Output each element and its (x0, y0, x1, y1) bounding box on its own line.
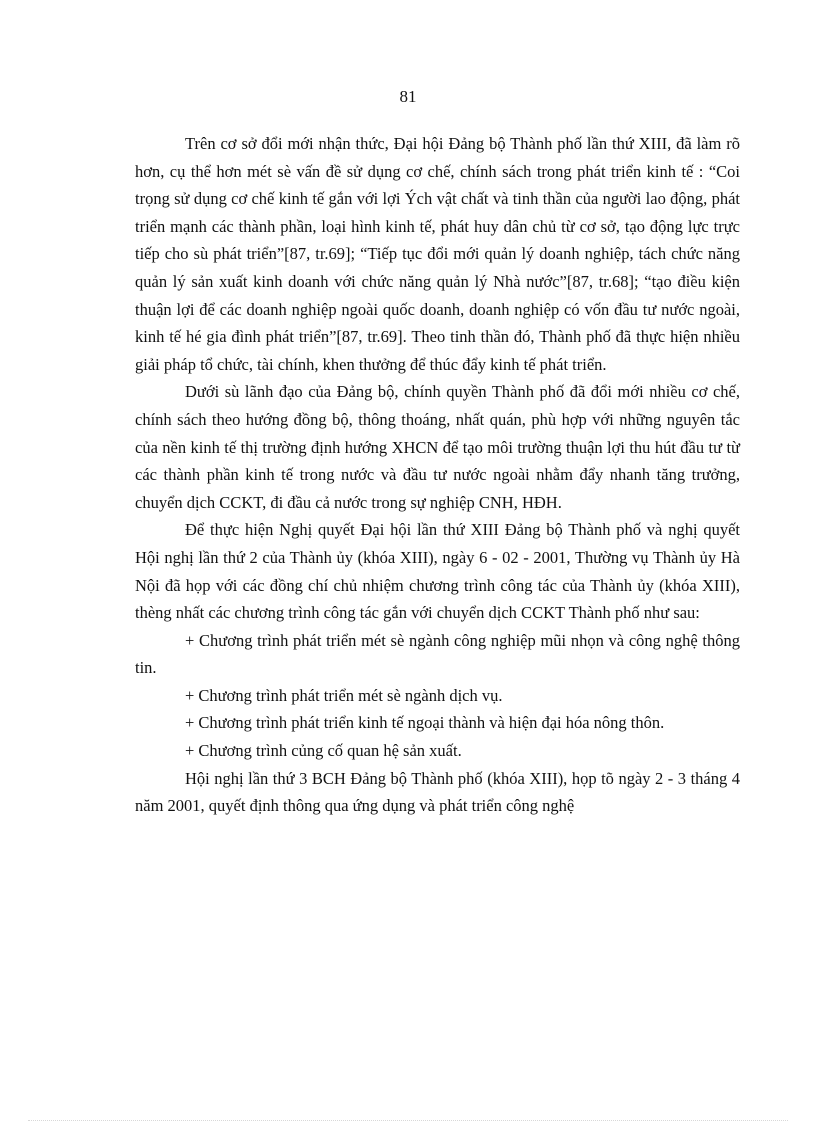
paragraph: Hội nghị lần thứ 3 BCH Đảng bộ Thành phố (khóa XIII), họp tõ ngày 2 - 3 tháng 4 năm 2001, quyết định thông qua ứng dụng và phát triển công nghệ (135, 768, 740, 816)
list-item: + Chương trình củng cố quan hệ sản xuất. (185, 741, 462, 761)
list-item: + Chương trình phát triển mét sè ngành công nghiệp mũi nhọn và công nghệ thông tin. (135, 630, 740, 678)
list-item: + Chương trình phát triển mét sè ngành dịch vụ. (185, 685, 503, 705)
body-text (135, 130, 740, 820)
paragraph: Để thực hiện Nghị quyết Đại hội lần thứ XIII Đảng bộ Thành phố và nghị quyết Hội nghị lần thứ 2 của Thành ủy (khóa XIII), ngày 6 - 02 - 2001, Thường vụ Thành ủy Hà Nội đã họp với các đồng chí chủ nhiệm chương trình công tác của Thành ủy (khóa XIII), thèng nhất các chương trình công tác gắn với chuyển dịch CCKT Thành phố như sau: (135, 520, 740, 623)
paragraph: Dưới sù lãnh đạo của Đảng bộ, chính quyền Thành phố đã đổi mới nhiều cơ chế, chính sách theo hướng đồng bộ, thông thoáng, nhất quán, phù hợp với những nguyên tắc của nền kinh tế thị trường định hướng XHCN để tạo môi trường thuận lợi thu hút đầu tư từ các thành phần kinh tế trong nước và đầu tư nước ngoài nhằm đẩy nhanh tăng trưởng, chuyển dịch CCKT, đi đầu cả nước trong sự nghiệp CNH, HĐH. (135, 382, 740, 512)
paragraph: Trên cơ sở đổi mới nhận thức, Đại hội Đảng bộ Thành phố lần thứ XIII, đã làm rõ hơn, cụ thể hơn mét sè vấn đề sử dụng cơ chế, chính sách trong phát triển kinh tế : “Coi trọng sử dụng cơ chế kinh tế gắn với lợi Ých vật chất và tinh thần của người lao động, phát triển mạnh các thành phần, loại hình kinh tế, phát huy dân chủ từ cơ sở, tạo động lực trực tiếp cho sù phát triển”[87, tr.69]; “Tiếp tục đổi mới quản lý doanh nghiệp, tách chức năng quản lý sản xuất kinh doanh với chức năng quản lý Nhà nước”[87, tr.68]; “tạo điều kiện thuận lợi để các doanh nghiệp ngoài quốc doanh, doanh nghiệp có vốn đầu tư nước ngoài, kinh tế hé gia đình phát triển”[87, tr.69]. Theo tinh thần đó, Thành phố đã thực hiện nhiều giải pháp tổ chức, tài chính, khen thưởng để thúc đẩy kinh tế phát triển. (135, 134, 740, 374)
page-number: 81 (399, 87, 417, 106)
page-bottom-edge (28, 1120, 788, 1121)
list-item: + Chương trình phát triển kinh tế ngoại thành và hiện đại hóa nông thôn. (185, 713, 665, 733)
